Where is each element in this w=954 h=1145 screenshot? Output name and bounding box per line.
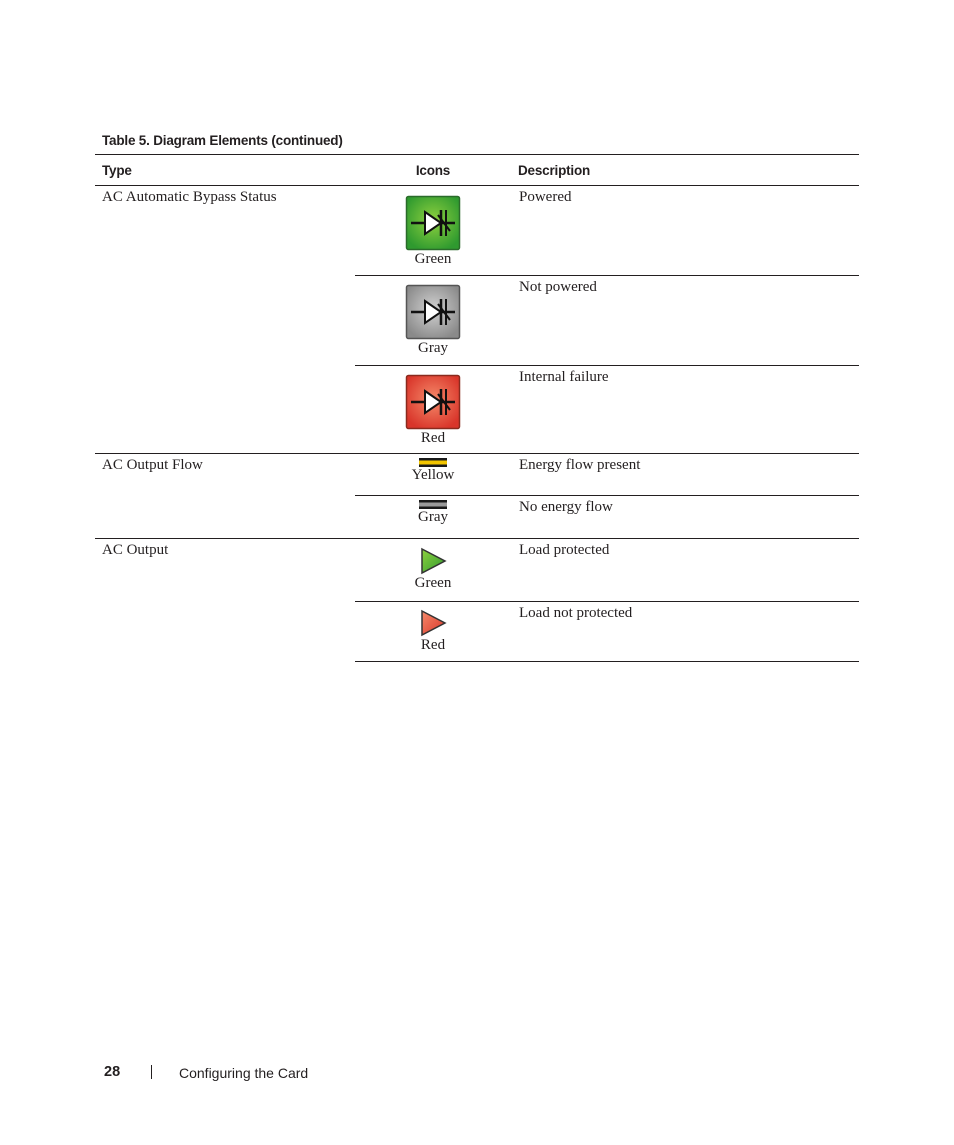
icon-cell <box>355 366 511 454</box>
icon-label: Yellow <box>411 467 455 483</box>
icon-cell <box>355 186 511 276</box>
footer-divider <box>151 1065 152 1079</box>
description-cell: Energy flow present <box>511 454 859 496</box>
bypass-switch-red-icon <box>405 374 461 430</box>
type-cell: AC Output <box>95 539 355 662</box>
flow-line-yellow-icon <box>419 458 447 467</box>
icon-cell <box>355 602 511 662</box>
icon-label: Gray <box>418 509 448 525</box>
table-row <box>95 186 859 276</box>
flow-line-gray-icon <box>419 500 447 509</box>
type-cell: AC Output Flow <box>95 454 355 539</box>
description-cell: Not powered <box>511 276 859 366</box>
table-header-row <box>95 155 859 186</box>
icon-label: Red <box>420 637 446 653</box>
icon-cell <box>355 454 511 496</box>
icon-cell <box>355 276 511 366</box>
output-triangle-green-icon <box>419 547 447 575</box>
icon-label: Red <box>420 430 446 446</box>
bypass-switch-gray-icon <box>405 284 461 340</box>
description-cell: Internal failure <box>511 366 859 454</box>
page-number: 28 <box>104 1064 121 1080</box>
icon-label: Green <box>414 575 452 591</box>
bypass-switch-green-icon <box>405 195 461 251</box>
output-triangle-red-icon <box>419 609 447 637</box>
description-cell: Powered <box>519 189 572 205</box>
description-cell: Load protected <box>511 539 859 602</box>
table-row <box>95 454 859 496</box>
diagram-elements-table <box>95 154 859 662</box>
table-row <box>95 539 859 602</box>
table-caption: Table 5. Diagram Elements (continued) <box>102 133 343 148</box>
type-cell: AC Automatic Bypass Status <box>102 189 277 205</box>
icon-label: Gray <box>418 340 448 356</box>
header-description: Description <box>511 155 859 186</box>
header-type: Type <box>95 155 355 186</box>
description-cell: No energy flow <box>511 496 859 539</box>
footer-section-title: Configuring the Card <box>179 1065 309 1081</box>
icon-cell <box>355 496 511 539</box>
icon-label: Green <box>414 251 452 267</box>
description-cell: Load not protected <box>511 602 859 662</box>
icon-cell <box>355 539 511 602</box>
header-icons: Icons <box>355 155 511 186</box>
